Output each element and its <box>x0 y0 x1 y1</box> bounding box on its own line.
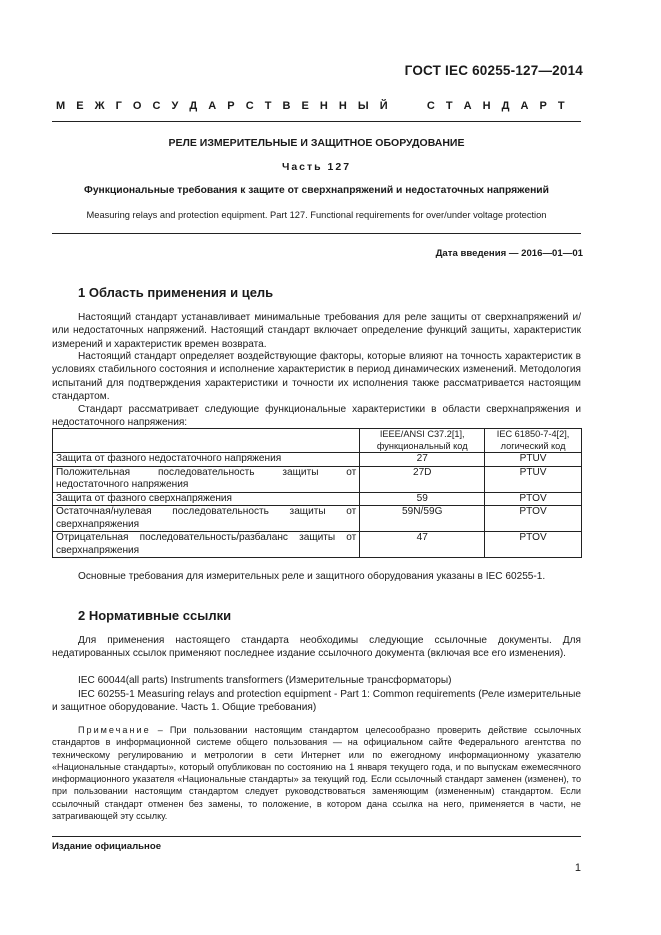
iec-code-cell: PTOV <box>485 532 582 558</box>
banner-letter: Е <box>76 100 84 112</box>
document-title: РЕЛЕ ИЗМЕРИТЕЛЬНЫЕ И ЗАЩИТНОЕ ОБОРУДОВАНИЕ <box>168 137 465 149</box>
ansi-code-cell: 27D <box>360 466 485 492</box>
banner-letter: Т <box>264 100 272 112</box>
banner-letter: У <box>171 100 179 112</box>
title-divider <box>52 233 581 234</box>
banner-letter: М <box>56 100 66 112</box>
iec-code-cell: PTUV <box>485 453 582 467</box>
paragraph-text: Настоящий стандарт определяет воздействующие факторы, которые влияют на точность характеристик в условиях стабильного состояния и исполнение характеристик в период динамических изменений. Методология испытаний для подтверждения характеристики и точности их исполнения также рассматривается настоящим стандартом. <box>52 351 581 402</box>
table-header-cell <box>53 429 360 453</box>
banner-letter: Д <box>189 100 198 112</box>
banner-letter: Р <box>539 100 547 112</box>
banner-letter: Н <box>482 100 491 112</box>
banner-letter: Г <box>115 100 122 112</box>
banner-letter: Ж <box>94 100 105 112</box>
subtitle-russian: Функциональные требования к защите от сверхнапряжений и недостаточных напряжений <box>84 185 549 196</box>
banner-letter: А <box>208 100 217 112</box>
paragraph-text: Настоящий стандарт устанавливает минимальные требования для реле защиты от сверхнапряжений и/или недостаточных напряжений. Настоящий стандарт включает определение функций защиты, характеристик измерений и характеристик времен возврата. <box>52 312 581 350</box>
function-name-cell: Положительная последовательность защиты от недостаточного напряжения <box>53 466 360 492</box>
interstate-standard-banner <box>56 100 565 112</box>
table-header-row <box>53 429 582 453</box>
reference-iec-60044 <box>52 674 581 687</box>
banner-letter: С <box>426 100 435 112</box>
paragraph-text: Для применения настоящего стандарта необходимы следующие ссылочные документы. Для недатированных ссылок применяют последнее издание ссылочного документа (включая все его изменения). <box>52 635 581 660</box>
banner-letter: О <box>132 100 142 112</box>
note-text: – При пользовании настоящим стандартом целесообразно проверить действие ссылочных стандартов в информационной системе общего пользования — на официальном сайте Федерального агентства по техническому регулированию и метрологии в сети Интернет или по ежегодному информационному указателю «Национальные стандарты», который опубликован по состоянию на 1 января текущего года, и по выпускам ежемесячного информационного указателя «Национальные стандарты» за текущий год. Если ссылочный стандарт заменен (изменен), то при пользовании настоящим стандартом следует руководствоваться заменяющим (измененным) стандартом. Если ссылочный стандарт отменен без замены, то положение, в котором дана ссылка на него, применяется в части, не затрагивающей эту ссылку. <box>52 725 581 822</box>
banner-letter: С <box>152 100 161 112</box>
table-header-cell: IEEE/ANSI C37.2[1], функциональный код <box>360 429 485 453</box>
section-2-heading: 2 Нормативные ссылки <box>78 608 232 623</box>
footer-divider <box>52 836 581 837</box>
table-row <box>53 506 582 532</box>
function-name-cell: Остаточная/нулевая последовательность защиты от сверхнапряжения <box>53 506 360 532</box>
function-name-cell: Защита от фазного недостаточного напряжения <box>53 453 360 467</box>
banner-letter: А <box>463 100 472 112</box>
section-1-paragraph-3 <box>52 403 581 430</box>
reference-iec-60255-1 <box>52 688 581 715</box>
banner-letter: Н <box>319 100 328 112</box>
page-number: 1 <box>574 862 581 874</box>
banner-letter: Ы <box>357 100 369 112</box>
official-edition-label: Издание официальное <box>52 841 162 852</box>
ansi-code-cell: 27 <box>360 453 485 467</box>
ansi-code-cell: 59N/59G <box>360 506 485 532</box>
table-row <box>53 453 582 467</box>
function-name-cell: Отрицательная последовательность/разбаланс защиты от сверхнапряжения <box>53 532 360 558</box>
reference-text: IEC 60255-1 Measuring relays and protection equipment - Part 1: Common requirements (Реле измерительные и защитное оборудование. Часть 1. Общие требования) <box>52 689 581 714</box>
banner-letter: Т <box>557 100 565 112</box>
table-row <box>53 492 582 506</box>
banner-letter: Т <box>445 100 453 112</box>
section-1-paragraph-2 <box>52 350 581 403</box>
section-1-paragraph-1 <box>52 311 581 351</box>
note-paragraph <box>52 724 581 822</box>
function-name-cell: Защита от фазного сверхнапряжения <box>53 492 360 506</box>
subtitle-english: Measuring relays and protection equipment. Part 127. Functional requirements for over/under voltage protection <box>86 210 547 220</box>
section-1-paragraph-4 <box>52 570 581 583</box>
note-label: Примечание <box>78 725 151 735</box>
reference-text: IEC 60044(all parts) Instruments transformers (Измерительные трансформаторы) <box>78 675 452 686</box>
section-1-heading: 1 Область применения и цель <box>78 285 274 300</box>
banner-letter: Е <box>301 100 309 112</box>
banner-letter: Й <box>379 100 388 112</box>
part-label: Часть 127 <box>281 161 352 173</box>
iec-code-cell: PTUV <box>485 466 582 492</box>
iec-code-cell: PTOV <box>485 492 582 506</box>
banner-letter: А <box>520 100 529 112</box>
table-row <box>53 466 582 492</box>
banner-letter <box>399 100 402 112</box>
paragraph-text: Стандарт рассматривает следующие функциональные характеристики в области сверхнапряжения и недостаточного напряжения: <box>52 404 581 429</box>
introduction-date <box>436 248 583 259</box>
introduction-date-label: Дата введения <box>435 248 507 259</box>
introduction-date-value: — 2016—01—01 <box>508 248 583 259</box>
ansi-code-cell: 59 <box>360 492 485 506</box>
header-divider <box>52 121 581 122</box>
banner-letter <box>413 100 416 112</box>
paragraph-text: Основные требования для измерительных реле и защитного оборудования указаны в IEC 60255-1. <box>78 571 546 582</box>
banner-letter: В <box>282 100 291 112</box>
ansi-code-cell: 47 <box>360 532 485 558</box>
banner-letter: Д <box>501 100 510 112</box>
banner-letter: Р <box>227 100 235 112</box>
section-2-paragraph-1 <box>52 634 581 661</box>
document-code: ГОСТ IEC 60255-127—2014 <box>404 63 583 78</box>
functions-table <box>52 428 582 558</box>
table-row <box>53 532 582 558</box>
table-header-cell: IEC 61850-7-4[2], логический код <box>485 429 582 453</box>
iec-code-cell: PTOV <box>485 506 582 532</box>
banner-letter: С <box>245 100 254 112</box>
banner-letter: Н <box>338 100 347 112</box>
